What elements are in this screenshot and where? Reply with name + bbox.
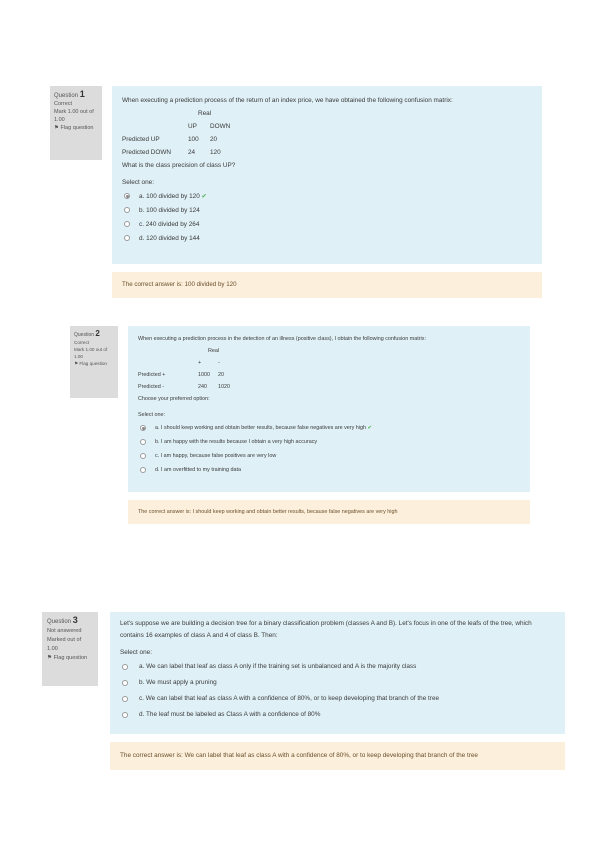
answer-option[interactable]: b. We must apply a pruning xyxy=(122,675,555,691)
matrix-cell: 240 xyxy=(198,384,207,390)
radio-button[interactable] xyxy=(140,425,146,431)
matrix-cell: 20 xyxy=(218,372,224,378)
flag-icon: ⚑ xyxy=(54,125,59,131)
matrix-col-label: + xyxy=(198,360,202,366)
question-text: When executing a prediction process of the return of an index price, we have obtained the following confusion matrix: xyxy=(122,97,453,104)
matrix-cell: 1000 xyxy=(198,372,210,378)
matrix-col-label: UP xyxy=(188,123,197,130)
radio-button[interactable] xyxy=(124,207,130,213)
matrix-cell: 20 xyxy=(210,136,218,143)
matrix-cell: 120 xyxy=(210,149,221,156)
question-mark: Mark 1.00 out of 1.00 xyxy=(54,109,94,123)
answer-option[interactable]: d. I am overfitted to my training data xyxy=(140,463,520,477)
matrix-cell: 1020 xyxy=(218,384,230,390)
correct-answer-feedback: The correct answer is: 100 divided by 120 xyxy=(112,272,542,298)
matrix-header: Real xyxy=(208,348,220,354)
check-icon: ✔ xyxy=(367,425,372,431)
radio-button[interactable] xyxy=(140,467,146,473)
matrix-row-label: Predicted UP xyxy=(122,136,160,143)
answer-option[interactable]: b. I am happy with the results because I obtain a very high accuracy xyxy=(140,435,520,449)
answer-option[interactable]: a. I should keep working and obtain better results, because false negatives are very high ✔ xyxy=(140,421,520,435)
question-state: Not answered xyxy=(47,628,82,634)
radio-button[interactable] xyxy=(122,696,128,702)
question-2-info xyxy=(70,326,118,398)
question-1-info xyxy=(50,86,102,160)
radio-button[interactable] xyxy=(122,712,128,718)
answer-option[interactable]: c. 240 divided by 264 xyxy=(124,217,532,231)
question-number: Question 2 xyxy=(74,329,100,338)
question-prompt: What is the class precision of class UP? xyxy=(122,162,236,169)
question-text: When executing a prediction process in the detection of an illness (positive class), I obtain the following confusion matrix: xyxy=(138,336,426,342)
answer-option[interactable]: c. I am happy, because false positives are very low xyxy=(140,449,520,463)
question-3-info xyxy=(42,612,98,686)
question-mark: Mark 1.00 out of 1.00 xyxy=(74,347,108,359)
matrix-cell: 100 xyxy=(188,136,199,143)
radio-button[interactable] xyxy=(124,235,130,241)
radio-button[interactable] xyxy=(124,221,130,227)
answer-option[interactable]: a. We can label that leaf as class A only if the training set is unbalanced and A is the majority class xyxy=(122,659,555,675)
select-one-label: Select one: xyxy=(120,649,152,656)
check-icon: ✔ xyxy=(201,192,207,200)
flag-question-link[interactable]: ⚑ Flag question xyxy=(47,655,88,661)
question-prompt: Choose your preferred option: xyxy=(138,396,210,402)
radio-button[interactable] xyxy=(140,453,146,459)
answer-option[interactable]: d. 120 divided by 144 xyxy=(124,231,532,245)
answer-option[interactable]: d. The leaf must be labeled as Class A with a confidence of 80% xyxy=(122,707,555,723)
correct-answer-feedback: The correct answer is: We can label that leaf as class A with a confidence of 80%, or to keep developing that branch of the tree xyxy=(110,742,565,770)
confusion-matrix xyxy=(122,107,532,159)
question-state: Correct xyxy=(74,340,90,345)
flag-question-link[interactable]: ⚑ Flag question xyxy=(74,361,107,366)
matrix-row-label: Predicted DOWN xyxy=(122,149,172,156)
question-2-content xyxy=(128,326,530,492)
matrix-col-label: DOWN xyxy=(210,123,231,130)
select-one-label: Select one: xyxy=(138,412,165,418)
radio-button[interactable] xyxy=(122,680,128,686)
question-mark: Marked out of 1.00 xyxy=(47,637,82,652)
flag-icon: ⚑ xyxy=(47,655,53,661)
matrix-col-label: - xyxy=(218,360,220,366)
answer-option[interactable]: b. 100 divided by 124 xyxy=(124,203,532,217)
question-text: Let's suppose we are building a decision tree for a binary classification problem (classes A and B). Let's focus in one of the leafs of the tree, which contains 16 examples of class A and 4 of class B. Then: xyxy=(120,620,532,639)
correct-answer-feedback: The correct answer is: I should keep working and obtain better results, because false negatives are very high xyxy=(128,500,530,524)
question-number: Question 3 xyxy=(47,615,78,625)
answer-option[interactable]: c. We can label that leaf as class A with a confidence of 80%, or to keep developing that branch of the tree xyxy=(122,691,555,707)
radio-button[interactable] xyxy=(140,439,146,445)
matrix-row-label: Predicted + xyxy=(138,372,166,378)
answer-option[interactable]: a. 100 divided by 120 ✔ xyxy=(124,189,532,203)
matrix-cell: 24 xyxy=(188,149,196,156)
flag-question-link[interactable]: ⚑ Flag question xyxy=(54,125,94,131)
confusion-matrix xyxy=(138,345,520,393)
radio-button[interactable] xyxy=(122,664,128,670)
select-one-label: Select one: xyxy=(122,179,154,186)
question-3-content xyxy=(110,612,565,734)
flag-icon: ⚑ xyxy=(74,361,79,366)
matrix-header: Real xyxy=(198,110,212,117)
question-number: Question 1 xyxy=(54,89,85,99)
question-state: Correct xyxy=(54,101,73,107)
radio-button[interactable] xyxy=(124,193,130,199)
question-1-content xyxy=(112,86,542,264)
matrix-row-label: Predicted - xyxy=(138,384,165,390)
